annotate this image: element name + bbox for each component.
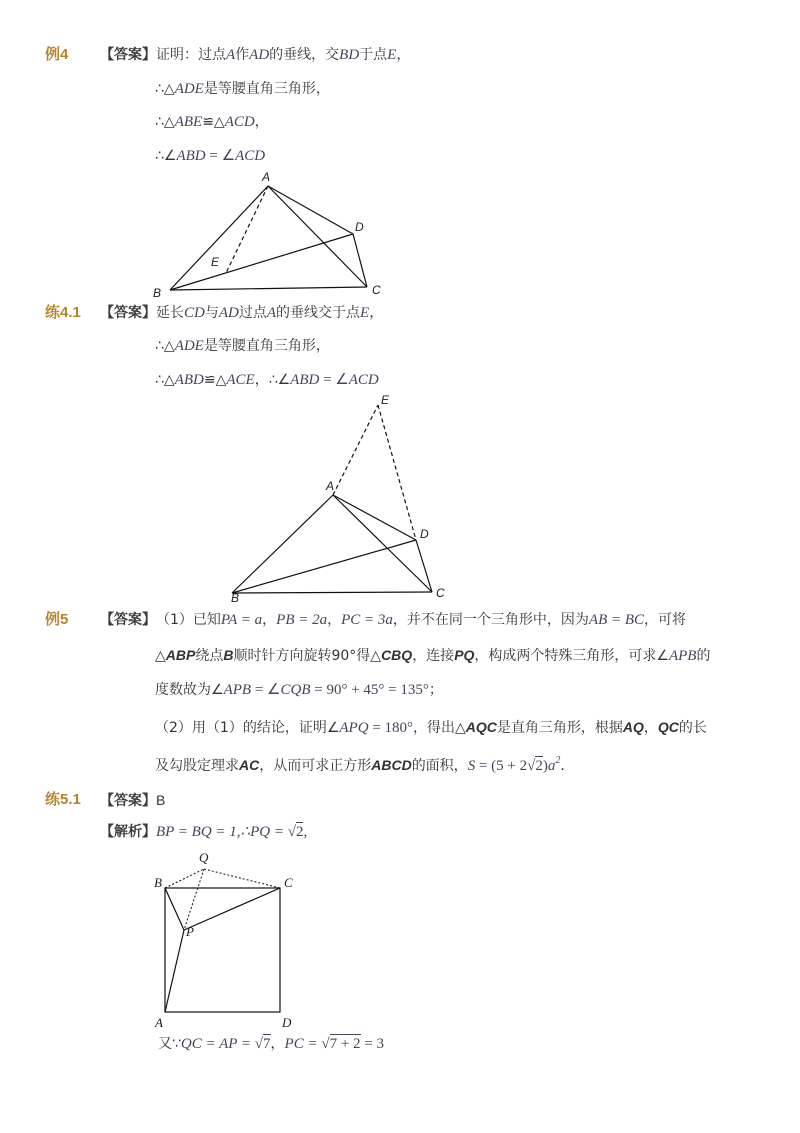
segment-ad [268,186,353,234]
answer-tag: 【答案】 [100,793,156,809]
math-run: PB = 2a [276,612,328,628]
text-run: ，连接 [412,648,455,664]
text-run: 顺时针方向旋转90°得△ [233,648,382,664]
math-run: CBQ [381,647,413,663]
point-label-c: C [284,875,293,890]
radical-sign: √ [321,1036,330,1052]
math-run: CQB [280,682,311,698]
math-run: ADE [174,338,204,354]
math-run: QC [657,719,679,735]
segment-ae-dashed [333,405,378,495]
math-run: PQ [454,647,475,663]
text-run: 度数故为∠ [155,682,224,698]
math-run: AB = BC [588,612,645,628]
point-label-a: A [155,1015,163,1030]
text-run: ∴∠ [155,148,177,164]
radicand: 2 [295,824,304,840]
ex5-line-5 [155,755,574,775]
text-run: 证明：过点 [156,47,226,63]
text-run: ∴△ [155,114,175,130]
math-run: QC = AP = [180,1036,255,1052]
text-run: 过点 [238,305,267,321]
point-label-c: C [372,283,381,297]
text-run: ≌△ [202,114,225,130]
text-run: 于点 [359,47,388,63]
math-run: APQ [339,720,369,736]
text-run: 作 [235,47,250,63]
math-run: ABP [165,647,196,663]
text-run: 的垂线，交 [269,47,340,63]
point-label-a: A [326,479,335,493]
math-run: = 90° + 45° = 135° [310,682,429,698]
radicand: 7 + 2 [329,1036,361,1052]
answer-tag: 【答案】 [100,47,156,63]
text-run: ， [262,612,277,628]
math-run: ABCD [371,757,412,773]
radical-sign: √ [527,758,536,774]
text-run: ， [369,305,384,321]
p41-line-2 [155,336,330,356]
ex5-line-2 [155,645,710,665]
math-run: A [226,47,236,63]
segment-ed-dashed [378,405,416,540]
point-label-b: B [231,591,240,605]
text-run: （2）用（1）的结论，证明∠ [155,720,340,736]
exponent: 2 [555,755,561,766]
text-run: ，从而可求正方形 [259,758,372,774]
math-run: AC [239,757,260,773]
text-run: 与 [204,305,219,321]
text-run: ， [327,612,342,628]
math-run: ABE [174,114,203,130]
radicand: 2 [535,758,543,774]
point-label-e: E [211,255,220,269]
ex4-line-1 [100,45,410,65]
text-run: ，得出△ [413,720,466,736]
math-run: APB [223,682,252,698]
p51-answer-line [100,790,165,810]
math-run: E [360,305,370,321]
example-label: 例4 [45,46,69,63]
math-run: AD [218,305,239,321]
math-run: ABD [176,148,206,164]
text-run: 是等腰直角三角形， [203,338,330,354]
text-run: ， [396,47,411,63]
segment-ad [333,495,416,540]
math-run: BD [339,47,360,63]
figure-p51-square [0,845,800,1035]
math-run: BP = BQ = 1,∴PQ = [156,824,288,840]
text-run: ，可将 [644,612,687,628]
segment-bc [170,287,367,290]
text-run: ，∴∠ [254,372,291,388]
text-run: 的长 [678,720,707,736]
ex4-line-2 [155,79,330,99]
point-label-a: A [262,170,271,184]
ex4-line-4 [155,146,265,166]
math-run: = 3 [360,1036,384,1052]
math-run: = ∠ [251,682,281,698]
segment-bp [165,888,184,930]
math-run: PC = [284,1036,322,1052]
math-run: ADE [174,81,204,97]
segment-qp-dotted [184,869,204,930]
text-run: ，并不在同一个三角形中，因为 [392,612,589,628]
math-run: CD [184,305,205,321]
segment-pc [184,888,280,930]
text-run: 是等腰直角三角形， [203,81,330,97]
ex5-line-1 [100,610,686,630]
text-run: （1）已知 [156,612,221,628]
example-label: 例5 [45,611,69,628]
math-run: ACD [348,372,379,388]
point-label-e: E [381,393,390,407]
segment-qc-dotted [204,869,280,888]
math-run: PC = 3a [341,612,393,628]
text-run: 是直角三角形，根据 [496,720,623,736]
text-run: ∴△ [155,81,175,97]
math-run: ACD [224,114,255,130]
text-run: 的垂线交于点 [276,305,361,321]
text-run: 的面积， [411,758,468,774]
math-run: ACD [235,148,266,164]
math-run: AQ [622,719,644,735]
ex5-line-4 [155,717,707,737]
math-run: , [303,824,308,840]
answer-tag: 【答案】 [100,612,156,628]
text-run: 绕点 [195,648,224,664]
point-label-b: B [153,286,162,300]
p51-analysis-line [100,822,307,842]
ex5-line-3 [155,680,443,700]
p41-line-1 [100,303,383,323]
text-run: ， [643,720,658,736]
math-run: = 180° [368,720,414,736]
math-run: ABD [290,372,320,388]
math-run: a [547,758,556,774]
math-run: = ∠ [319,372,349,388]
text-run: ，构成两个特殊三角形，可求∠ [474,648,669,664]
math-run: = ∠ [205,148,236,164]
analysis-tag: 【解析】 [100,824,156,840]
math-run: E [387,47,397,63]
radicand: 7 [263,1036,271,1052]
text-run: ， [270,1036,285,1052]
point-label-d: D [420,527,429,541]
answer-choice: B [156,792,166,808]
math-run: ABD [174,372,204,388]
ex4-line-3 [155,112,269,132]
point-label-b: B [154,875,162,890]
text-run: 延长 [156,305,184,321]
text-run: ≌△ [203,372,227,388]
math-run: PA = a [220,612,263,628]
radical-sign: √ [287,824,296,840]
text-run: 及勾股定理求 [155,758,239,774]
text-run: ∴△ [155,338,175,354]
math-run: APB [668,648,697,664]
point-label-d: D [355,220,364,234]
math-run: ) [542,758,548,774]
figure-ex4 [0,165,800,300]
segment-bd [170,234,353,290]
segment-ac [268,186,367,287]
text-run: ； [428,682,443,698]
segment-ae-dashed [226,186,268,273]
point-label-c: C [436,586,445,600]
math-run: B [223,647,234,663]
segment-bq-dotted [165,869,204,888]
point-label-p: P [186,924,194,939]
math-run: A [266,305,277,321]
point-label-q: Q [199,850,209,865]
math-run: AD [249,47,270,63]
math-run: AQC [465,719,497,735]
p41-line-3 [155,370,379,390]
segment-bc [232,592,432,593]
math-run: = (5 + 2 [475,758,528,774]
figure-p41 [0,390,800,605]
answer-tag: 【答案】 [100,305,156,321]
square-abcd [165,888,280,1012]
p51-last-line [158,1034,384,1054]
text-run: ∴△ [155,372,175,388]
point-label-d: D [282,1015,292,1030]
practice-label: 练5.1 [45,791,81,808]
text-run: ． [560,758,575,774]
text-run: 又∵ [158,1036,181,1052]
text-run: ， [254,114,269,130]
text-run: 的 [696,648,711,664]
segment-ap [165,930,184,1012]
radical-sign: √ [254,1036,264,1052]
math-run: ACE [226,372,255,388]
practice-label: 练4.1 [45,304,81,321]
math-run: S [467,758,476,774]
text-run: △ [155,648,166,664]
